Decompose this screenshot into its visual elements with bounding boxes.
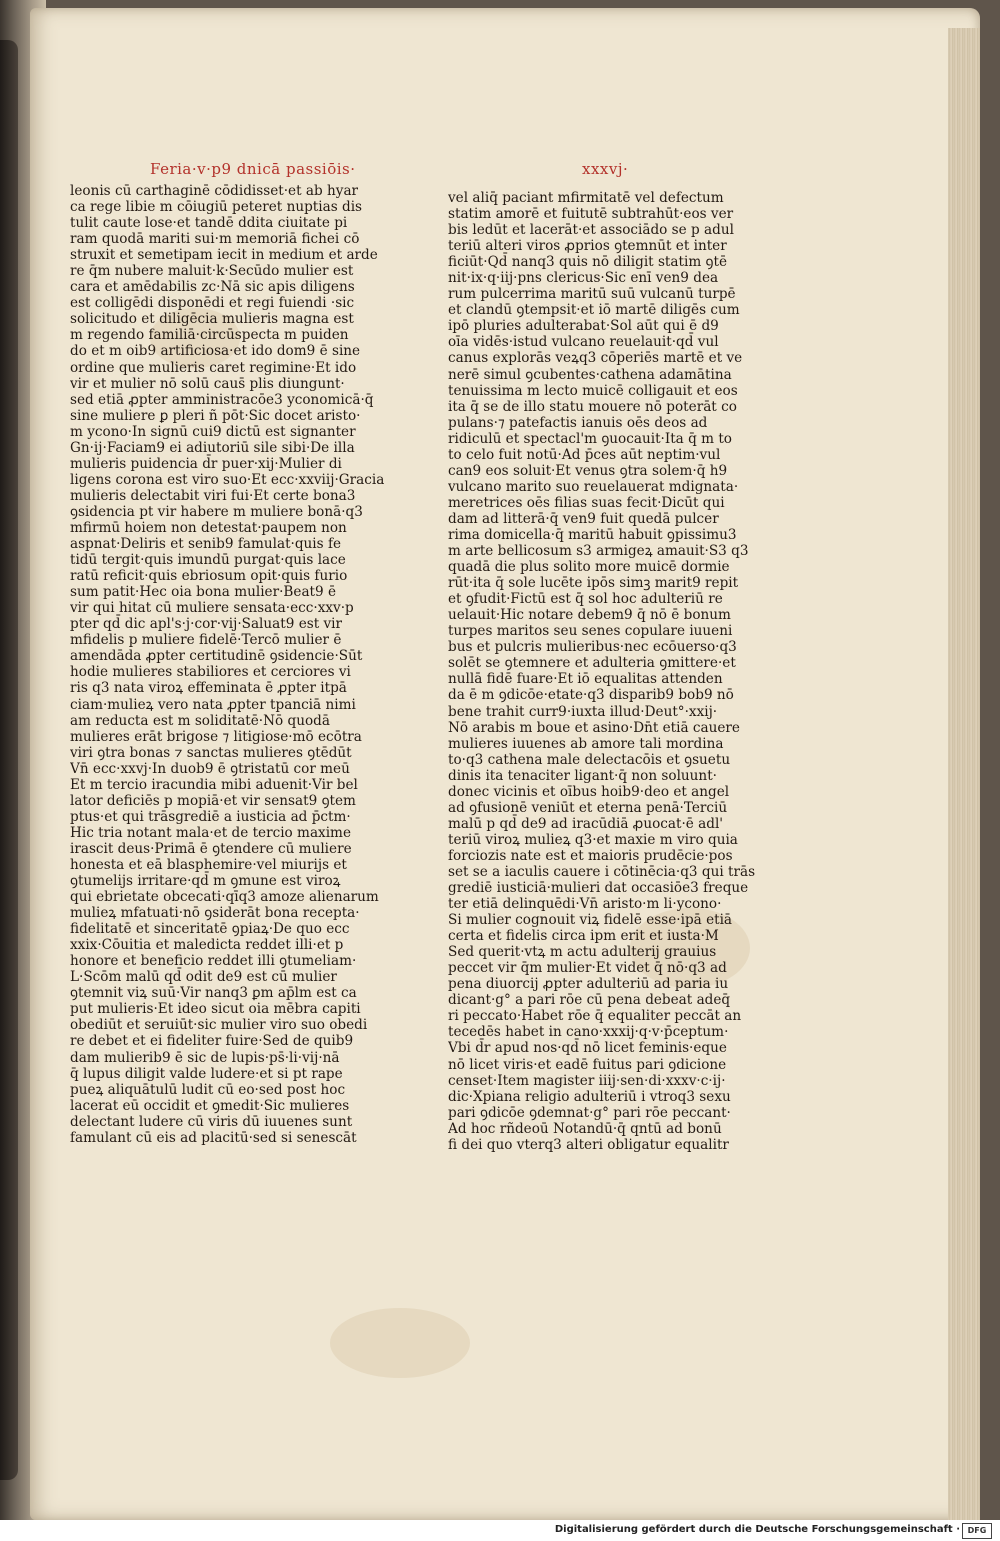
text-line: mfidelis p muliere fidelē·Tercō mulier ē (70, 632, 342, 649)
text-line: canus explorās veꝝq3 cōperiēs martē et ve (448, 350, 743, 367)
text-line: dam mulierib9 ē sic de lupis·ps̄·li·vij·nā (70, 1049, 340, 1066)
text-line: Ad hoc rñdeoū Notandū·q̄ qntū ad bonū (448, 1120, 722, 1137)
text-line: to·q3 cathena male delectacōis et ꝯsuetu (448, 751, 731, 768)
text-line: et ꝯfudit·Fictū est q̄ sol hoc adulteriū re (448, 591, 723, 608)
text-line: nit·ix·q·iij·pns clericus·Sic enī ven9 dea (448, 270, 719, 287)
text-line: turpes maritos seu senes copulare iuueni (448, 623, 733, 640)
text-line: uelauit·Hic notare debem9 q̄ nō ē bonum (448, 607, 731, 624)
text-line: Vbi d̄r apud nos·qd̄ nō licet feminis·eque (448, 1040, 727, 1057)
text-line: am reducta est m soliditatē·Nō quodā (70, 712, 330, 729)
text-line: teriū alteri viros ꝓprios ꝯtemnūt et inter (448, 238, 727, 255)
paper-stain (330, 1308, 470, 1378)
text-line: honesta et eā blasphemire·vel miurijs et (70, 856, 347, 873)
text-line: mulieres erāt brigose ⁊ litigiose·mō ecōtra (70, 728, 362, 745)
text-line: Et m tercio iracundia mibi aduenit·Vir bel (70, 776, 358, 793)
text-line: est colligēdi disponēdi et regi fuiendi ·sic (70, 295, 355, 312)
text-line: donec vicinis et oībus hoib9·deo et angel (448, 783, 730, 800)
text-line: vir et mulier nō solū caus̄ plis diungunt· (70, 375, 345, 392)
text-line: pulans·⁊ patefactis ianuis oēs deos ad (448, 414, 708, 431)
text-line: hodie mulieres stabiliores et cerciores vi (70, 664, 351, 681)
text-line: pter qd̄ dic apl's·j·cor·vij·Saluat9 est vir (70, 616, 343, 633)
header-left-text: Feria·v·p9 dnicā passiōis· (150, 160, 356, 178)
text-line: ptus·et qui trāsgrediē a iusticia ad p̄ctm· (70, 808, 351, 825)
text-line: can9 eos soluit·Et venus ꝯtra solem·q̄ h9 (448, 462, 728, 479)
text-line: mulieris puidencia d̄r puer·xij·Mulier di (70, 455, 342, 472)
text-line: irascit deus·Primā ē ꝯtendere cū muliere (70, 840, 352, 857)
text-line: ꝯtemnit viꝝ suū·Vir nanq3 ꝑm ap̄lm est ca (70, 985, 357, 1002)
text-line: L·Scōm malū qd̄ odit de9 est cū mulier (70, 969, 337, 986)
text-line: et clandū ꝯtempsit·et iō martē diligēs cum (448, 302, 740, 319)
text-line: ca rege libie m cōiugiū peteret nuptias dis (70, 199, 363, 216)
text-line: forciozis nate est et maioris prudēcie·pos (448, 847, 733, 864)
folio-number-text: xxxvj· (582, 160, 629, 178)
text-line: aspnat·Deliris et senib9 famulat·quis fe (70, 536, 342, 553)
text-line: bis ledūt et lacerāt·et associādo se p adul (448, 222, 734, 239)
text-line: amendāda ꝓpter certitudinē ꝯsidencie·Sūt (70, 648, 363, 665)
text-line: dinis ita tenaciter ligant·q̄ non soluunt· (448, 767, 717, 784)
text-line: ordine que mulieris caret regimine·Et ido (70, 359, 357, 376)
text-line: ad ꝯfusionē veniūt et eterna penā·Terciū (448, 799, 728, 816)
text-line: Nō arabis m boue et asino·Dn̄t etiā cauere (448, 719, 740, 736)
text-line: ꝯsidencia pt vir habere m muliere bonā·q3 (70, 503, 363, 520)
running-header-left (150, 160, 356, 178)
text-line: ipō pluries adulterabat·Sol aūt qui ē d9 (448, 318, 719, 335)
text-line: mulieris delectabit viri fui·Et certe bona3 (70, 487, 356, 504)
text-line: ram quodā mariti sui·m memoriā fichei cō (70, 231, 360, 248)
text-line: da ē m ꝯdicōe·etate·q3 disparib9 bob9 nō (448, 687, 734, 704)
text-line: vir qui hitat cū muliere sensata·ecc·xxv·p (70, 600, 354, 617)
text-line: Sed querit·vtꝝ m actu adulterij grauius (448, 944, 717, 961)
text-line: grediē iusticiā·mulieri dat occasiōe3 freque (448, 880, 749, 897)
text-line: quadā die plus solito more muicē dormie (448, 559, 730, 576)
text-line: Si mulier cognouit viꝝ fidelē esse·ipā etiā (448, 912, 733, 929)
text-line: ligens corona est viro suo·Et ecc·xxviij·Gracia (70, 471, 385, 488)
text-line: vulcano marito suo reuelauerat mdignata· (448, 478, 739, 495)
text-line: set se a iaculis cauere i cōtinēcia·q3 qui trās (448, 863, 756, 880)
text-line: teriū viroꝝ mulieꝝ q3·et maxie m viro quia (448, 831, 738, 848)
text-line: sum patit·Hec oia bona mulier·Beat9 ē (70, 584, 337, 601)
text-line: mulieꝝ mfatuati·nō ꝯsiderāt bona recepta· (70, 905, 360, 922)
text-line: ridiculū et spectacl'm ꝯuocauit·Ita q̄ m to (448, 430, 732, 447)
text-line: Gn·ij·Faciam9 ei adiutoriū sile sibi·De illa (70, 439, 355, 456)
text-line: oīa vidēs·istud vulcano reuelauit·qd̄ vul (448, 334, 719, 351)
text-line: ficiūt·Qd̄ nanq3 quis nō diligit statim ꝯtē (448, 254, 728, 271)
text-line: m ycono·In signū cui9 dictū est signanter (70, 423, 356, 440)
page-edges (948, 28, 980, 1528)
text-line: struxit et semetipam iecit in medium et arde (70, 247, 378, 264)
left-text-column (70, 183, 388, 1146)
text-line: tenuissima m lecto muicē colligauit et eos (448, 382, 738, 399)
text-line: put mulieris·Et ideo sicut oia mēbra capiti (70, 1001, 361, 1018)
digitization-footer (0, 1520, 1000, 1541)
text-line: qui ebrietate obcecati·qīq3 amoze alienarum (70, 889, 379, 906)
text-line: sine muliere ꝑ pleri ñ pōt·Sic docet aristo· (70, 407, 361, 424)
text-line: do et m oib9 artificiosa·et ido dom9 ē sine (70, 343, 361, 360)
text-line: ris q3 nata viroꝝ effeminata ē ꝓpter itpā (70, 680, 347, 697)
text-line: rum pulcerrima maritū suū vulcanū turpē (448, 286, 736, 303)
text-line: Hic tria notant mala·et de tercio maxime (70, 824, 351, 841)
text-line: fidelitatē et sinceritatē ꝯpiaꝝ·De quo ecc (70, 921, 350, 938)
text-line: re q̄m nubere maluit·k·Secūdo mulier est (70, 263, 354, 280)
text-line: nerē simul ꝯcubentes·cathena adamātina (448, 366, 732, 383)
text-line: ri peccato·Habet rōe q̄ equaliter peccāt an (448, 1008, 742, 1025)
text-line: meretrices oēs filias suas fecit·Dicūt qui (448, 494, 725, 511)
text-line: sed etiā ꝓpter amministracōe3 yconomicā·q̄ (70, 391, 374, 408)
text-line: honore et beneficio reddet illi ꝯtumeliam· (70, 953, 357, 970)
footer-credit: Digitalisierung gefördert durch die Deutsche Forschungsgemeinschaft · (554, 1524, 960, 1535)
text-line: delectant ludere cū viris dū iuuenes sunt (70, 1113, 353, 1130)
text-line: lator deficiēs p mopiā·et vir sensat9 ꝯtem (70, 792, 356, 809)
text-line: tidū tergit·quis imundū purgat·quis lace (70, 552, 346, 569)
right-text-column (448, 190, 764, 1153)
text-line: mfirmū hoiem non detestat·paupem non (70, 519, 347, 536)
text-line: q̄ lupus diligit valde ludere·et si pt rape (70, 1065, 343, 1082)
text-line: bene trahit curr9·iuxta illud·Deut°·xxij· (448, 703, 718, 720)
text-line: Vn̄ ecc·xxvj·In duob9 ē ꝯtristatū cor meū (70, 760, 350, 777)
text-line: dam ad litterā·q̄ ven9 fuit quedā pulcer (448, 510, 719, 527)
text-line: xxix·Cōuitia et maledicta reddet illi·et p (70, 937, 344, 954)
text-line: to celo fuit notū·Ad p̄ces aūt neptim·vul (448, 446, 721, 463)
text-line: re debet et ei fideliter fuire·Sed de quib9 (70, 1033, 354, 1050)
text-line: obediūt et seruiūt·sic mulier viro suo obedi (70, 1017, 368, 1034)
text-line: ter etiā delinquēdi·Vn̄ aristo·m li·ycono· (448, 896, 722, 913)
text-line: solicitudo et diligēcia mulieris magna est (70, 311, 354, 328)
text-line: pari ꝯdicōe ꝯdemnat·g° pari rōe peccant· (448, 1104, 731, 1121)
text-line: censet·Item magister iiij·sen·di·xxxv·c·ij· (448, 1072, 726, 1089)
text-line: leonis cū carthaginē cōdidisset·et ab hyar (70, 183, 359, 199)
book-spine (0, 40, 18, 1480)
text-line: dic·Xpiana religio adulteriū i vtroq3 sexu (448, 1088, 731, 1105)
text-line: rūt·ita q̄ sole lucēte ipōs simꝫ marit9 repit (448, 575, 739, 592)
folio-number (582, 160, 628, 178)
text-line: ciam·mulieꝝ vero nata ꝓpter tpanciā nimi (70, 696, 356, 713)
text-line: cara et amēdabilis zc·Nā sic apis diligens (70, 279, 355, 296)
text-line: solēt se ꝯtemnere et adulteria ꝯmittere·et (448, 655, 736, 672)
text-line: tecedēs habet in cano·xxxij·q·v·p̄ceptum· (448, 1024, 729, 1041)
text-line: rima domicella·q̄ maritū habuit ꝯpissimu3 (448, 526, 737, 543)
text-line: pena diuorcij ꝓpter adulteriū ad paria iu (448, 976, 729, 993)
text-line: mulieres iuuenes ab amore tali mordina (448, 735, 724, 752)
text-line: m regendo familiā·circūspecta m puiden (70, 327, 349, 344)
text-line: statim amorē et fuitutē subtrahūt·eos ver (448, 206, 734, 223)
text-line: peccet vir q̄m mulier·Et videt q̄ nō·q3 ad (448, 960, 727, 977)
text-line: viri ꝯtra bonas ⁊ sanctas mulieres ꝯtēdūt (70, 744, 352, 761)
text-line: m arte bellicosum s3 armigeꝝ amauit·S3 q3 (448, 543, 749, 560)
text-line: tulit caute lose·et tandē ddita ciuitate pi (70, 215, 348, 232)
text-line: famulant cū eis ad placitū·sed si senescāt (70, 1129, 357, 1146)
text-line: nō licet viris·et eadē fuitus pari ꝯdicione (448, 1056, 727, 1073)
text-line: fi dei quo vterq3 alteri obligatur equalitr (448, 1136, 729, 1153)
text-line: vel aliq̄ paciant̄ mfirmitatē vel defectum (448, 190, 724, 206)
text-line: lacerat eū occidit et ꝯmedit·Sic mulieres (70, 1097, 350, 1114)
text-line: ꝯtumelijs irritare·qd̄ m ꝯmune est viroꝝ (70, 873, 341, 890)
text-line: nullā fidē fuare·Et iō equalitas attenden (448, 671, 723, 688)
text-line: certa et fidelis circa ipm erit et iusta·M (448, 928, 719, 945)
text-line: bus et pulcris mulieribus·nec ecōuerso·q3 (448, 639, 737, 656)
text-line: ita q̄ se de illo statu mouere nō poterāt co (448, 398, 737, 415)
text-line: ratū reficit·quis ebriosum opit·quis furio (70, 568, 348, 585)
text-line: dicant·g° a pari rōe cū pena debeat adeq̄ (448, 992, 731, 1009)
text-line: pueꝝ aliquātulū ludit cū eo·sed post hoc (70, 1081, 346, 1098)
dfg-logo: DFG (962, 1523, 992, 1539)
text-line: malū p qd̄ de9 ad iracūdiā ꝓuocat·ē adl' (448, 815, 724, 832)
